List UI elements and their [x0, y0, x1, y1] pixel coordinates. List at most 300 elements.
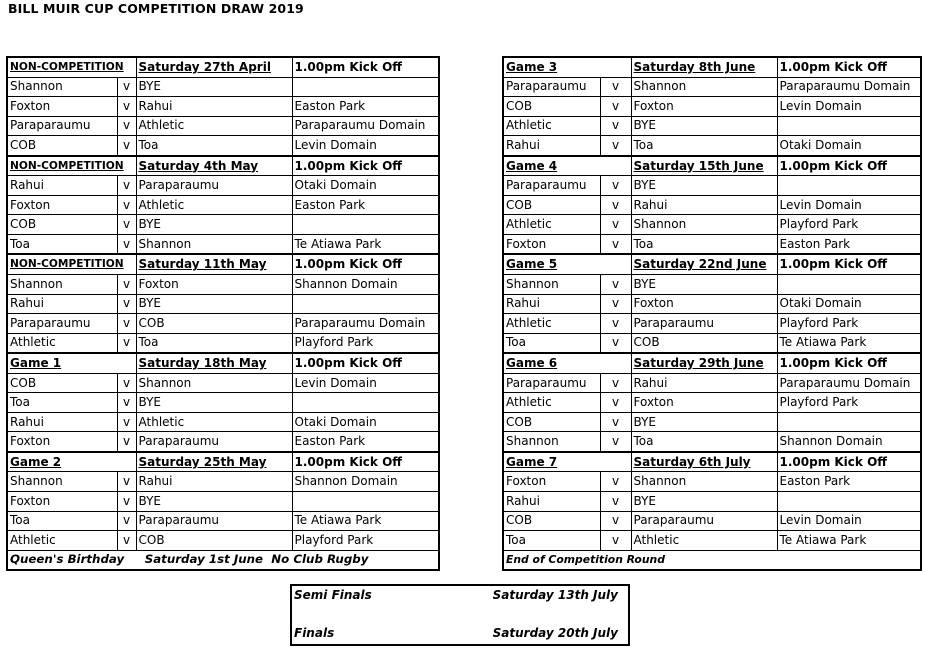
versus	[600, 215, 631, 235]
home-team-text: Toa	[10, 513, 30, 528]
home-team	[7, 176, 117, 196]
away-team	[631, 373, 777, 393]
match-row	[7, 234, 439, 254]
away-team	[631, 412, 777, 432]
away-team	[136, 116, 292, 136]
home-team-text: Shannon	[10, 276, 63, 291]
away-team	[631, 531, 777, 551]
match-row	[7, 116, 439, 136]
round-kickoff-text: 1.00pm Kick Off	[294, 454, 402, 469]
venue-text: Easton Park	[294, 197, 366, 212]
versus	[600, 136, 631, 156]
match-row	[7, 393, 439, 413]
versus-text: v	[611, 335, 620, 350]
home-team-text: Paraparaumu	[506, 375, 587, 390]
home-team	[503, 195, 600, 215]
match-row	[503, 412, 921, 432]
venue-text: Te Atiawa Park	[294, 236, 382, 251]
versus-text: v	[611, 217, 620, 232]
round-date	[631, 254, 777, 274]
away-team	[631, 234, 777, 254]
round-date	[631, 57, 777, 77]
match-row	[503, 531, 921, 551]
away-team	[631, 77, 777, 97]
venue-text: Levin Domain	[294, 137, 377, 152]
versus	[600, 77, 631, 97]
round-date	[136, 254, 292, 274]
away-team	[631, 136, 777, 156]
finals-label: Semi Finals	[294, 588, 372, 602]
venue	[777, 215, 921, 235]
versus-text: v	[611, 315, 620, 330]
versus	[600, 234, 631, 254]
home-team	[7, 492, 117, 512]
venue	[292, 195, 439, 215]
home-team	[503, 97, 600, 117]
round-date-text: Saturday 18th May	[138, 355, 267, 370]
away-team	[631, 195, 777, 215]
venue-text: Shannon Domain	[779, 434, 883, 449]
round-kickoff	[777, 452, 921, 472]
round-date-text: Saturday 27th April	[138, 59, 271, 74]
venue-text: Playford Park	[779, 315, 859, 330]
page-title: BILL MUIR CUP COMPETITION DRAW 2019	[8, 1, 304, 16]
away-team	[136, 492, 292, 512]
versus	[117, 432, 136, 452]
away-team	[136, 333, 292, 353]
versus	[117, 97, 136, 117]
round-header-row	[503, 353, 921, 373]
versus	[600, 511, 631, 531]
versus-text: v	[611, 197, 620, 212]
match-row	[503, 333, 921, 353]
round-label-text: Game 7	[506, 454, 558, 469]
round-label	[7, 254, 136, 274]
venue	[292, 412, 439, 432]
home-team	[503, 275, 600, 295]
versus-text: v	[122, 395, 131, 410]
round-label-text: NON-COMPETITION	[10, 60, 124, 73]
round-label	[503, 452, 631, 472]
finals-date: Saturday 13th July	[492, 588, 618, 602]
versus-text: v	[611, 276, 620, 291]
round-date-text: Saturday 11th May	[138, 257, 267, 272]
away-team	[631, 116, 777, 136]
round-date	[136, 353, 292, 373]
venue	[777, 393, 921, 413]
away-team-text: Paraparaumu	[138, 434, 220, 449]
versus-text: v	[122, 197, 131, 212]
versus	[600, 492, 631, 512]
round-kickoff	[777, 57, 921, 77]
home-team-text: COB	[506, 98, 533, 113]
versus-text: v	[611, 474, 620, 489]
venue	[292, 215, 439, 235]
venue	[777, 294, 921, 314]
away-team-text: Foxton	[633, 395, 674, 410]
home-team-text: Paraparaumu	[506, 79, 587, 94]
away-team-text: Toa	[138, 137, 159, 152]
away-team-text: BYE	[633, 118, 656, 133]
round-header-row	[7, 57, 439, 77]
venue	[292, 393, 439, 413]
home-team-text: Foxton	[10, 98, 51, 113]
match-row	[7, 432, 439, 452]
footer-note-text: Queen's Birthday Saturday 1st June No Club Rugby	[10, 552, 369, 567]
away-team	[136, 314, 292, 334]
round-date-text: Saturday 6th July	[633, 454, 751, 469]
home-team-text: Athletic	[506, 118, 552, 133]
venue	[777, 432, 921, 452]
venue	[292, 97, 439, 117]
home-team	[503, 412, 600, 432]
match-row	[503, 176, 921, 196]
home-team	[7, 333, 117, 353]
venue-text: Te Atiawa Park	[294, 513, 382, 528]
home-team	[7, 234, 117, 254]
versus	[117, 176, 136, 196]
away-team-text: Foxton	[633, 98, 674, 113]
away-team	[631, 432, 777, 452]
venue-text: Levin Domain	[779, 513, 862, 528]
venue-text: Otaki Domain	[779, 296, 862, 311]
home-team-text: Shannon	[10, 79, 63, 94]
venue	[292, 511, 439, 531]
venue	[777, 275, 921, 295]
match-row	[503, 77, 921, 97]
versus-text: v	[122, 532, 131, 547]
versus	[117, 373, 136, 393]
versus	[600, 195, 631, 215]
away-team	[631, 215, 777, 235]
home-team	[7, 412, 117, 432]
home-team	[503, 215, 600, 235]
away-team-text: BYE	[138, 493, 162, 508]
venue	[777, 333, 921, 353]
home-team	[503, 472, 600, 492]
round-label	[7, 156, 136, 176]
match-row	[7, 492, 439, 512]
venue-text: Levin Domain	[779, 197, 862, 212]
away-team	[136, 215, 292, 235]
versus	[117, 333, 136, 353]
away-team-text: Foxton	[138, 276, 179, 291]
versus-text: v	[611, 79, 620, 94]
versus	[117, 195, 136, 215]
home-team-text: Foxton	[10, 197, 51, 212]
home-team-text: Athletic	[10, 335, 56, 350]
away-team-text: BYE	[138, 79, 162, 94]
versus	[117, 294, 136, 314]
match-row	[7, 176, 439, 196]
away-team-text: Rahui	[138, 474, 173, 489]
versus	[600, 294, 631, 314]
round-kickoff-text: 1.00pm Kick Off	[779, 158, 887, 173]
match-row	[503, 492, 921, 512]
versus	[117, 511, 136, 531]
home-team	[503, 432, 600, 452]
away-team	[631, 472, 777, 492]
venue	[292, 531, 439, 551]
venue	[777, 472, 921, 492]
venue	[292, 234, 439, 254]
venue-text: Te Atiawa Park	[779, 532, 867, 547]
venue	[292, 294, 439, 314]
away-team	[136, 136, 292, 156]
home-team	[7, 472, 117, 492]
round-date-text: Saturday 29th June	[633, 355, 764, 370]
home-team-text: Shannon	[10, 474, 63, 489]
venue	[777, 195, 921, 215]
away-team	[136, 77, 292, 97]
home-team-text: Toa	[506, 532, 526, 547]
home-team	[7, 294, 117, 314]
round-header-row	[503, 254, 921, 274]
round-kickoff-text: 1.00pm Kick Off	[779, 257, 887, 272]
venue-text: Otaki Domain	[294, 178, 377, 193]
match-row	[7, 215, 439, 235]
match-row	[503, 97, 921, 117]
home-team-text: Shannon	[506, 434, 559, 449]
versus	[117, 412, 136, 432]
away-team	[631, 511, 777, 531]
round-label-text: Game 5	[506, 257, 558, 272]
versus	[600, 314, 631, 334]
versus	[117, 275, 136, 295]
versus	[117, 314, 136, 334]
finals-label: Finals	[294, 626, 335, 640]
venue-text: Levin Domain	[779, 98, 862, 113]
round-kickoff-text: 1.00pm Kick Off	[779, 355, 887, 370]
away-team	[631, 294, 777, 314]
versus	[117, 234, 136, 254]
home-team-text: COB	[10, 137, 37, 152]
match-row	[503, 432, 921, 452]
footer-note	[7, 550, 439, 570]
away-team-text: Athletic	[138, 197, 185, 212]
home-team	[7, 195, 117, 215]
match-row	[7, 314, 439, 334]
venue-text: Easton Park	[779, 236, 851, 251]
versus-text: v	[611, 98, 620, 113]
home-team	[7, 393, 117, 413]
round-header-row	[503, 452, 921, 472]
venue	[777, 492, 921, 512]
venue	[777, 531, 921, 551]
home-team	[7, 215, 117, 235]
away-team-text: COB	[633, 335, 660, 350]
away-team	[136, 412, 292, 432]
round-label	[7, 353, 136, 373]
round-kickoff-text: 1.00pm Kick Off	[294, 355, 402, 370]
versus-text: v	[611, 137, 620, 152]
home-team-text: Paraparaumu	[10, 315, 91, 330]
home-team	[7, 314, 117, 334]
round-kickoff	[292, 452, 439, 472]
away-team-text: BYE	[138, 296, 162, 311]
round-kickoff	[292, 254, 439, 274]
home-team	[7, 77, 117, 97]
round-header-row	[503, 156, 921, 176]
home-team-text: Foxton	[10, 434, 51, 449]
round-header-row	[503, 57, 921, 77]
versus-text: v	[611, 296, 620, 311]
match-row	[7, 97, 439, 117]
match-row	[7, 195, 439, 215]
venue-text: Playford Park	[294, 335, 374, 350]
home-team-text: Toa	[10, 236, 30, 251]
venue	[777, 116, 921, 136]
away-team-text: Athletic	[138, 414, 185, 429]
versus-text: v	[611, 414, 620, 429]
round-kickoff	[777, 254, 921, 274]
venue	[292, 432, 439, 452]
versus	[600, 116, 631, 136]
home-team	[503, 373, 600, 393]
round-kickoff-text: 1.00pm Kick Off	[294, 257, 402, 272]
venue-text: Levin Domain	[294, 375, 377, 390]
versus-text: v	[611, 434, 620, 449]
round-header-row	[7, 156, 439, 176]
versus	[117, 472, 136, 492]
round-date	[631, 452, 777, 472]
round-date-text: Saturday 8th June	[633, 59, 756, 74]
home-team	[7, 136, 117, 156]
versus	[600, 373, 631, 393]
venue	[292, 492, 439, 512]
versus-text: v	[122, 118, 131, 133]
finals-date: Saturday 20th July	[492, 626, 618, 640]
home-team	[503, 77, 600, 97]
away-team-text: Shannon	[633, 79, 687, 94]
venue	[292, 314, 439, 334]
round-label-text: Game 2	[10, 454, 62, 469]
home-team-text: Rahui	[10, 414, 44, 429]
venue-text: Shannon Domain	[294, 276, 398, 291]
match-row	[7, 294, 439, 314]
round-label	[503, 254, 631, 274]
venue	[777, 77, 921, 97]
versus	[600, 275, 631, 295]
versus-text: v	[611, 375, 620, 390]
round-date	[136, 452, 292, 472]
home-team-text: Rahui	[506, 296, 540, 311]
home-team-text: Shannon	[506, 276, 559, 291]
venue-text: Easton Park	[294, 434, 366, 449]
match-row	[503, 373, 921, 393]
versus-text: v	[611, 513, 620, 528]
venue-text: Paraparaumu Domain	[294, 315, 426, 330]
venue-text: Paraparaumu Domain	[294, 118, 426, 133]
home-team-text: Foxton	[506, 236, 547, 251]
away-team	[136, 176, 292, 196]
match-row	[7, 333, 439, 353]
round-kickoff-text: 1.00pm Kick Off	[779, 59, 887, 74]
away-team	[136, 97, 292, 117]
round-header-row	[7, 254, 439, 274]
away-team	[136, 511, 292, 531]
match-row	[503, 215, 921, 235]
match-row	[7, 275, 439, 295]
round-date	[631, 156, 777, 176]
match-row	[7, 412, 439, 432]
home-team-text: Toa	[10, 395, 30, 410]
home-team-text: COB	[506, 414, 533, 429]
away-team	[136, 531, 292, 551]
away-team-text: Shannon	[633, 217, 687, 232]
match-row	[503, 234, 921, 254]
round-label-text: Game 4	[506, 158, 558, 173]
away-team-text: COB	[138, 315, 165, 330]
round-kickoff	[292, 57, 439, 77]
home-team-text: Foxton	[506, 474, 547, 489]
round-date-text: Saturday 25th May	[138, 454, 267, 469]
venue	[777, 136, 921, 156]
versus-text: v	[122, 137, 131, 152]
round-date-text: Saturday 22nd June	[633, 257, 767, 272]
versus	[600, 472, 631, 492]
venue	[292, 373, 439, 393]
round-kickoff	[777, 353, 921, 373]
venue	[292, 472, 439, 492]
round-date-text: Saturday 4th May	[138, 158, 259, 173]
versus	[117, 393, 136, 413]
away-team	[631, 492, 777, 512]
venue	[777, 97, 921, 117]
home-team-text: Rahui	[506, 493, 540, 508]
round-label-text: Game 1	[10, 355, 62, 370]
versus	[600, 393, 631, 413]
away-team-text: Rahui	[633, 197, 668, 212]
home-team-text: COB	[10, 375, 37, 390]
venue	[292, 176, 439, 196]
versus-text: v	[122, 513, 131, 528]
versus-text: v	[122, 493, 131, 508]
away-team-text: BYE	[138, 395, 162, 410]
home-team-text: COB	[506, 197, 533, 212]
away-team-text: Toa	[633, 434, 654, 449]
away-team	[136, 432, 292, 452]
home-team	[503, 116, 600, 136]
finals-box	[290, 584, 630, 646]
versus-text: v	[122, 315, 131, 330]
round-label	[503, 353, 631, 373]
match-row	[503, 195, 921, 215]
away-team-text: Rahui	[633, 375, 668, 390]
draw-table-left	[6, 56, 440, 571]
versus-text: v	[611, 493, 620, 508]
home-team	[503, 393, 600, 413]
venue-text: Playford Park	[779, 217, 859, 232]
venue	[777, 373, 921, 393]
home-team-text: Rahui	[10, 178, 44, 193]
note-row	[503, 550, 921, 570]
round-date	[136, 57, 292, 77]
home-team-text: Athletic	[506, 315, 552, 330]
round-label	[7, 57, 136, 77]
match-row	[503, 136, 921, 156]
away-team-text: Rahui	[138, 98, 173, 113]
home-team	[503, 314, 600, 334]
home-team-text: Athletic	[506, 217, 552, 232]
home-team	[503, 511, 600, 531]
home-team	[503, 176, 600, 196]
venue-text: Te Atiawa Park	[779, 335, 867, 350]
match-row	[7, 511, 439, 531]
venue-text: Playford Park	[294, 532, 374, 547]
away-team	[631, 393, 777, 413]
venue-text: Paraparaumu Domain	[779, 79, 911, 94]
